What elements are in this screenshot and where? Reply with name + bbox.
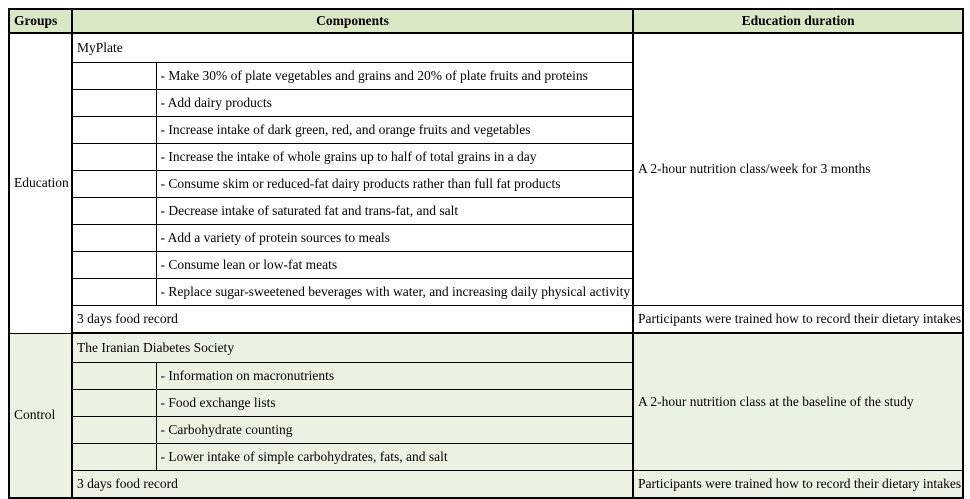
education-bullet: - Decrease intake of saturated fat and trans-fat, and salt bbox=[156, 198, 633, 225]
indent-cell bbox=[72, 171, 156, 198]
control-bullet: - Lower intake of simple carbohydrates, fats, and salt bbox=[156, 444, 633, 471]
control-duration: A 2-hour nutrition class at the baseline of the study bbox=[633, 333, 963, 471]
control-bullet: - Carbohydrate counting bbox=[156, 417, 633, 444]
header-education-duration: Education duration bbox=[633, 9, 963, 33]
control-main-component: The Iranian Diabetes Society bbox=[72, 333, 633, 363]
table-header-row bbox=[9, 9, 963, 33]
education-duration: A 2-hour nutrition class/week for 3 months bbox=[633, 33, 963, 306]
control-food-record-duration: Participants were trained how to record their dietary intakes bbox=[633, 471, 963, 499]
indent-cell bbox=[72, 90, 156, 117]
indent-cell bbox=[72, 279, 156, 306]
indent-cell bbox=[72, 444, 156, 471]
study-components-table bbox=[8, 8, 964, 499]
education-food-record: 3 days food record bbox=[72, 306, 633, 334]
education-food-record-duration: Participants were trained how to record their dietary intakes bbox=[633, 306, 963, 334]
control-group-label: Control bbox=[9, 333, 72, 498]
control-bullet: - Information on macronutrients bbox=[156, 363, 633, 390]
indent-cell bbox=[72, 225, 156, 252]
header-components: Components bbox=[72, 9, 633, 33]
indent-cell bbox=[72, 417, 156, 444]
indent-cell bbox=[72, 144, 156, 171]
education-bullet: - Increase intake of dark green, red, and orange fruits and vegetables bbox=[156, 117, 633, 144]
indent-cell bbox=[72, 63, 156, 90]
table-row bbox=[9, 471, 963, 499]
education-bullet: - Add dairy products bbox=[156, 90, 633, 117]
indent-cell bbox=[72, 390, 156, 417]
education-bullet: - Add a variety of protein sources to meals bbox=[156, 225, 633, 252]
indent-cell bbox=[72, 117, 156, 144]
indent-cell bbox=[72, 363, 156, 390]
header-groups: Groups bbox=[9, 9, 72, 33]
education-bullet: - Replace sugar-sweetened beverages with water, and increasing daily physical activity bbox=[156, 279, 633, 306]
table-row bbox=[9, 306, 963, 334]
education-main-component: MyPlate bbox=[72, 33, 633, 63]
control-bullet: - Food exchange lists bbox=[156, 390, 633, 417]
education-group-label: Education bbox=[9, 33, 72, 333]
education-bullet: - Increase the intake of whole grains up to half of total grains in a day bbox=[156, 144, 633, 171]
education-bullet: - Consume lean or low-fat meats bbox=[156, 252, 633, 279]
education-bullet: - Make 30% of plate vegetables and grains and 20% of plate fruits and proteins bbox=[156, 63, 633, 90]
indent-cell bbox=[72, 198, 156, 225]
education-bullet: - Consume skim or reduced-fat dairy products rather than full fat products bbox=[156, 171, 633, 198]
control-food-record: 3 days food record bbox=[72, 471, 633, 499]
table-row bbox=[9, 33, 963, 63]
table-row bbox=[9, 333, 963, 363]
indent-cell bbox=[72, 252, 156, 279]
